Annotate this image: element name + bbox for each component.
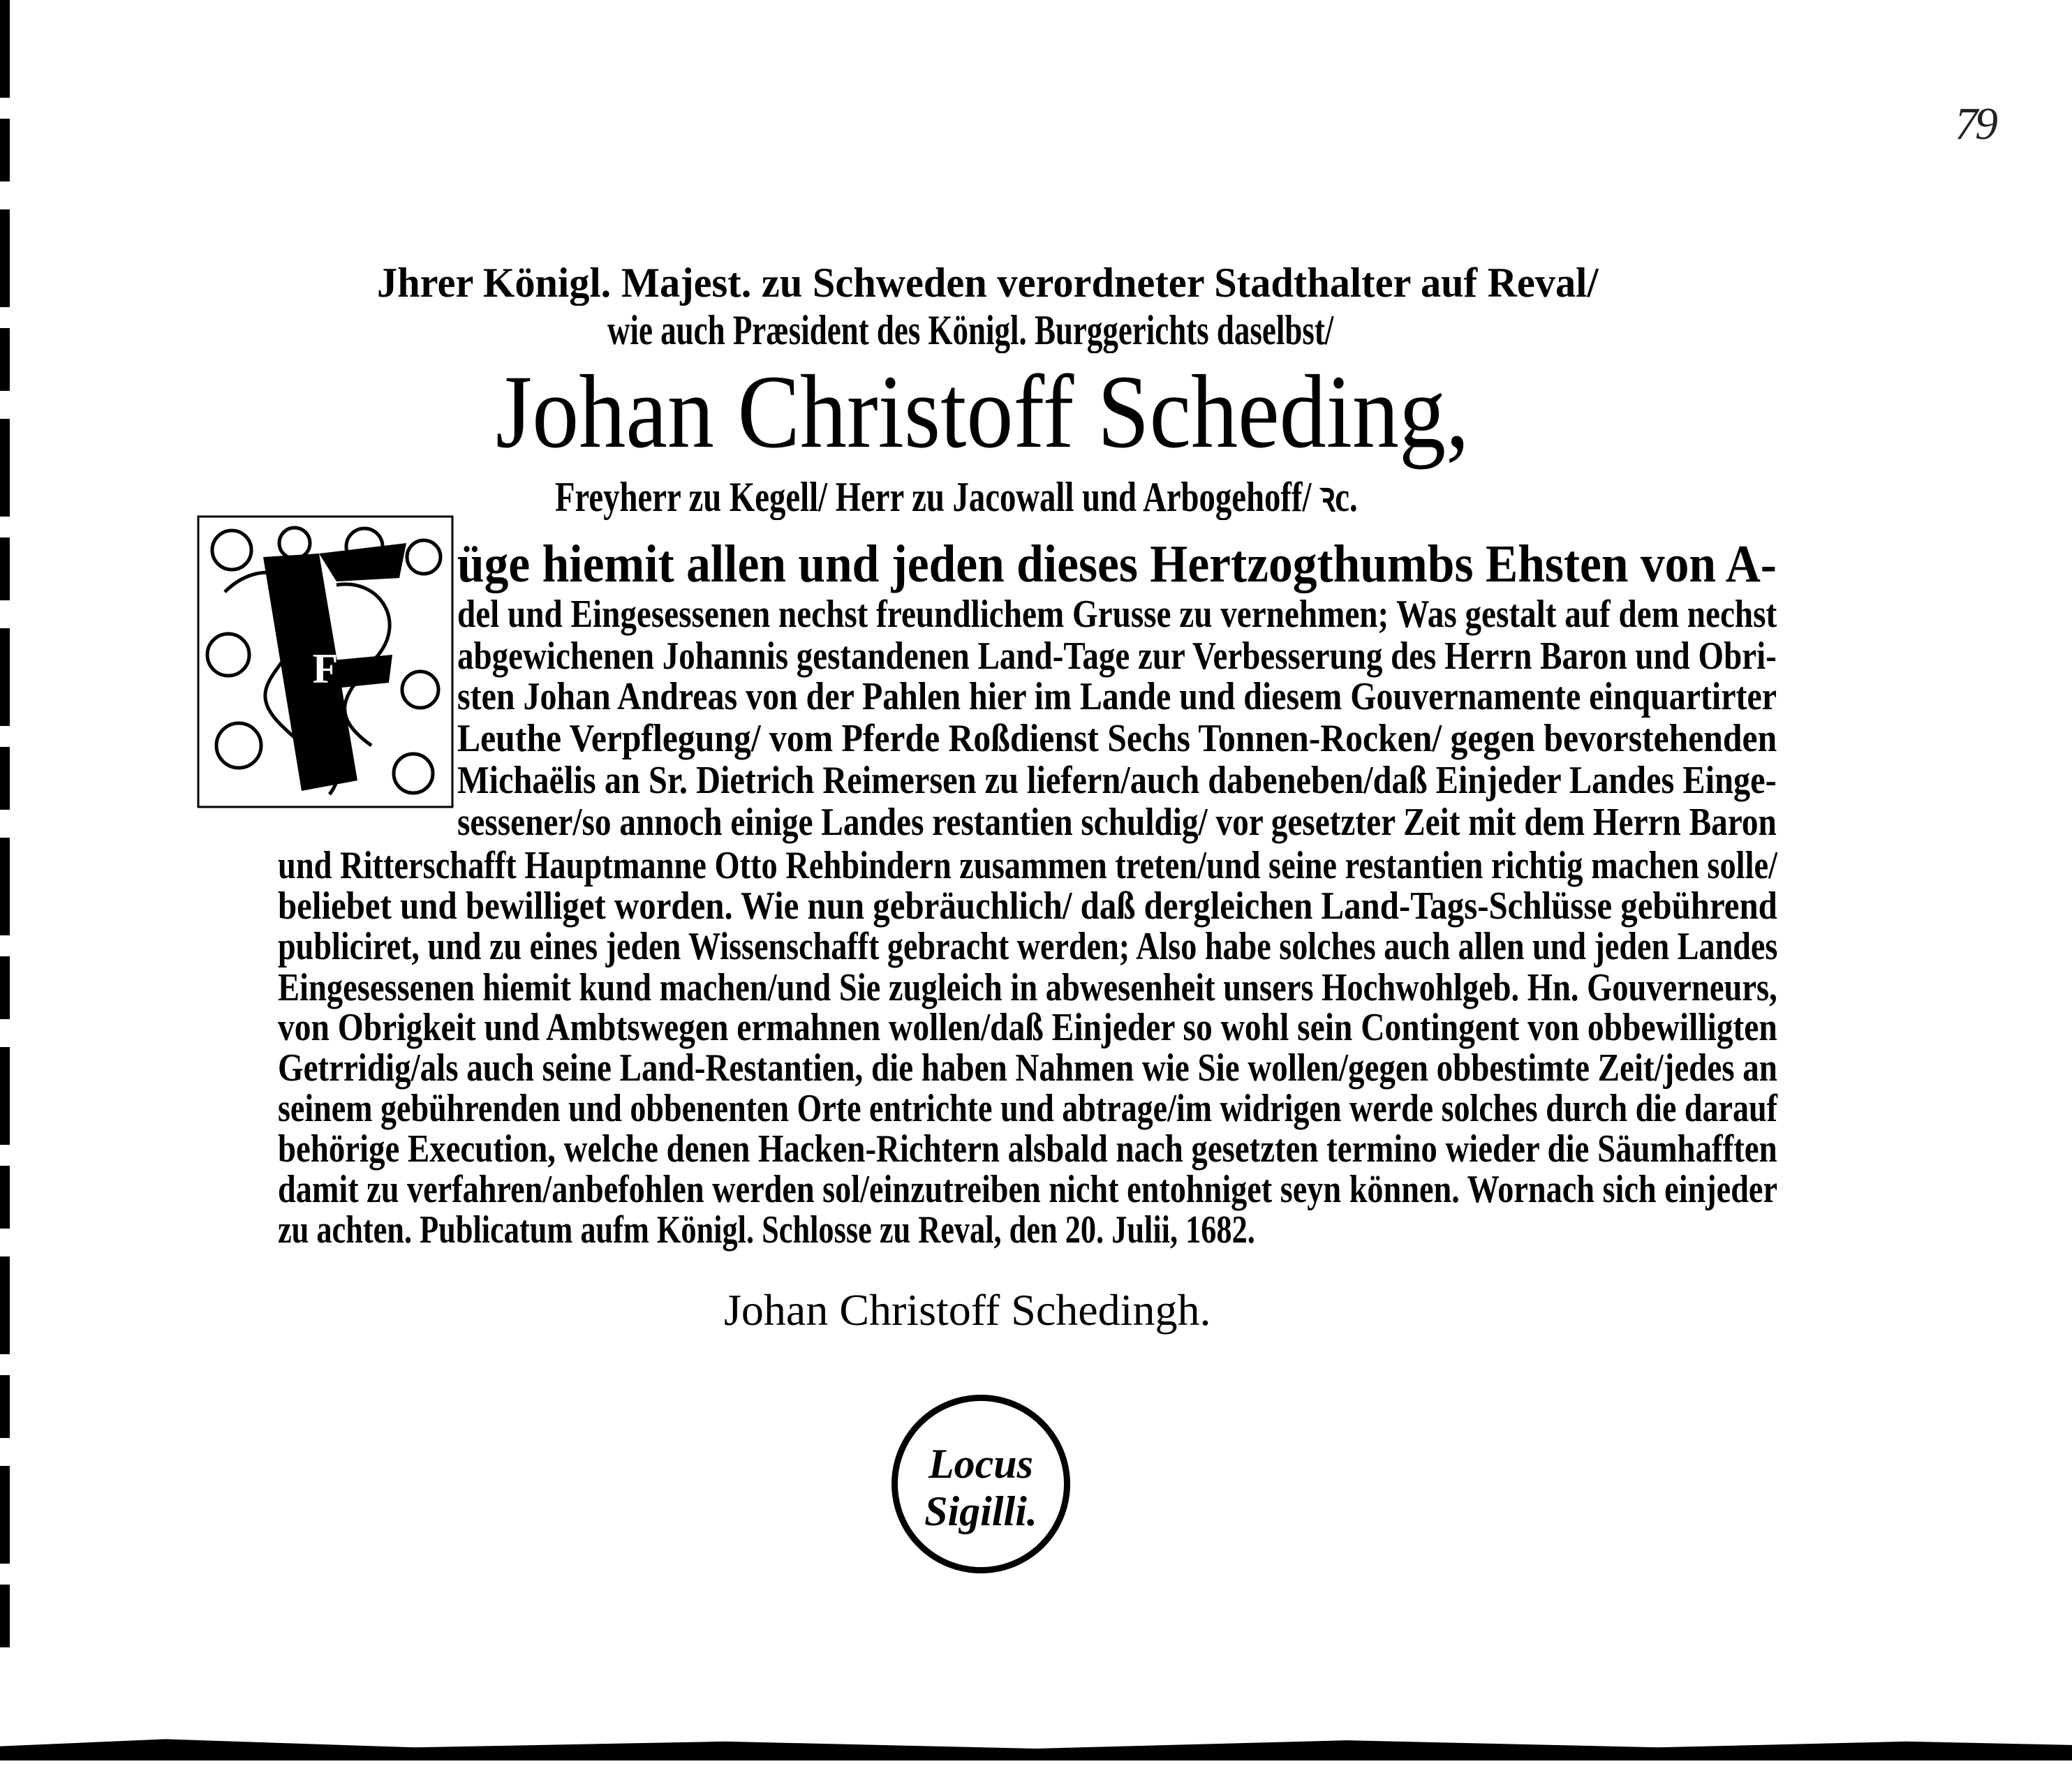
body-line: seinem gebührenden und obbenenten Orte entrichte und abtrage/im widrigen werde solches durch die darauf [278, 1087, 1777, 1130]
seal-text-line-2: Sigilli. [924, 1488, 1037, 1534]
body-line: sten Johan Andreas von der Pahlen hier im Lande und diesem Gouvernamente einquartirter [457, 675, 1777, 718]
ornamental-drop-cap [197, 515, 454, 808]
scan-edge-bottom [0, 1737, 2072, 1760]
body-line: publiciret, und zu eines jeden Wissenschafft gebracht werden; Also habe solches auch allen und jeden Landes [278, 925, 1778, 968]
scan-edge-left [0, 0, 10, 1675]
body-line: behörige Execution, welche denen Hacken-Richtern alsbald nach gesetzten termino wieder die Säumhafften [278, 1127, 1777, 1171]
body-line: del und Eingesessenen nechst freundlichem Grusse zu vernehmen; Was gestalt auf dem nechst [457, 593, 1777, 636]
signature: Johan Christoff Schedingh. [724, 1285, 1211, 1335]
body-line: Leuthe Verpflegung/ vom Pferde Roßdienst Sechs Tonnen-Rocken/ gegen bevorstehenden [457, 717, 1777, 760]
body-line: üge hiemit allen und jeden dieses Hertzogthumbs Ehsten von A- [457, 535, 1777, 593]
body-line: sessener/so annoch einige Landes restantien schuldig/ vor gesetzter Zeit mit dem Herrn Baron [457, 801, 1777, 844]
body-line: abgewichenen Johannis gestandenen Land-Tage zur Verbesserung des Herrn Baron und Obri- [457, 635, 1777, 678]
body-line: zu achten. Publicatum aufm Königl. Schlosse zu Reval, den 20. Julii, 1682. [278, 1208, 1255, 1252]
body-line: Michaëlis an Sr. Dietrich Reimersen zu liefern/auch dabeneben/daß Einjeder Landes Einge- [457, 759, 1777, 802]
header-titles: Freyherr zu Kegell/ Herr zu Jacowall und Arbogehoff/ ꝛc. [555, 474, 1358, 520]
body-line: damit zu verfahren/anbefohlen werden sol/einzutreiben nicht entohniget seyn können. Wornach sich einjeder [278, 1168, 1777, 1211]
seal-text-line-1: Locus [928, 1441, 1033, 1487]
seal-placeholder [891, 1395, 1070, 1573]
body-line: beliebet und bewilliget worden. Wie nun gebräuchlich/ daß dergleichen Land-Tags-Schlüsse gebührend [278, 884, 1777, 928]
body-line: Getrridig/als auch seine Land-Restantien, die haben Nahmen wie Sie wollen/gegen obbestimte Zeit/jedes an [278, 1046, 1777, 1090]
body-line: und Ritterschafft Hauptmanne Otto Rehbindern zusammen treten/und seine restantien richtig machen solle/ [278, 844, 1777, 887]
document-title: Johan Christoff Scheding, [496, 354, 1470, 470]
page-number: 79 [1955, 98, 1995, 149]
header-line-2: wie auch Præsident des Königl. Burggerichts daselbst/ [607, 307, 1334, 353]
header-line-1: Jhrer Königl. Majest. zu Schweden verordneter Stadthalter auf Reval/ [377, 260, 1599, 306]
body-line: Eingesessenen hiemit kund machen/und Sie zugleich in abwesenheit unsers Hochwohlgeb. Hn. Gouverneurs, [278, 966, 1777, 1009]
drop-cap-letter: F [312, 646, 339, 692]
body-line: von Obrigkeit und Ambtswegen ermahnen wollen/daß Einjeder so wohl sein Contingent von obbewilligten [278, 1006, 1777, 1049]
